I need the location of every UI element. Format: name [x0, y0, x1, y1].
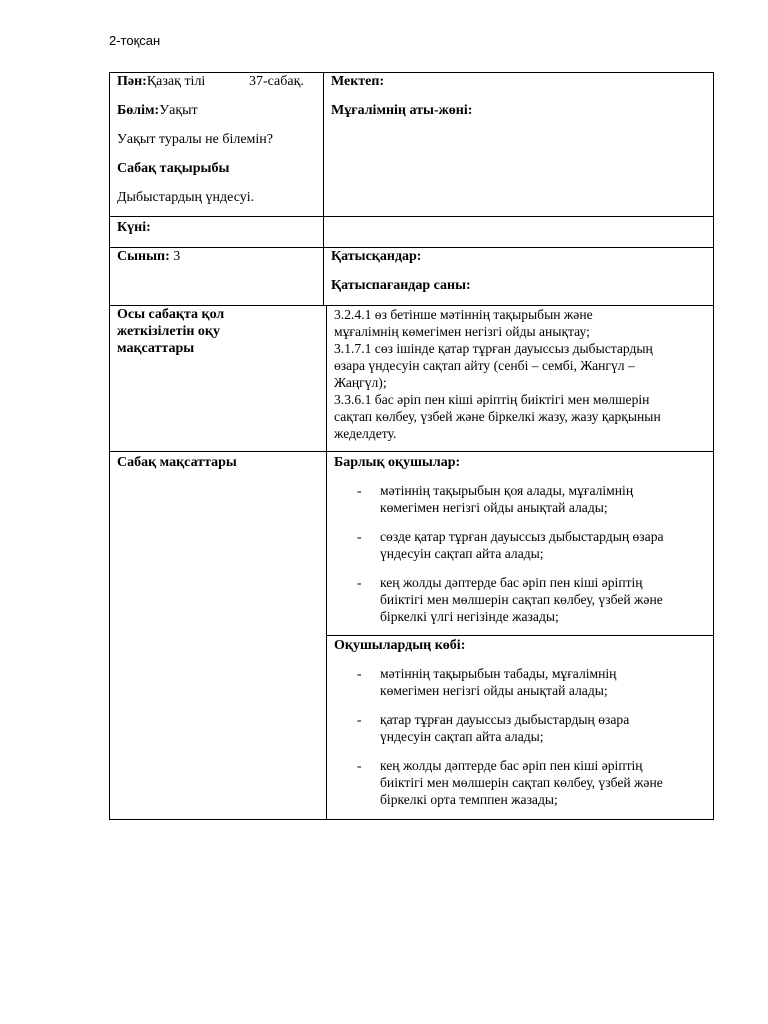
topic-value: Дыбыстардың үндесуі.: [117, 190, 255, 205]
objective-line: 3.1.7.1 сөз ішінде қатар тұрған дауыссыз дыбыстардың: [334, 341, 653, 356]
all-students-item-text: [380, 528, 664, 562]
row-divider: [109, 216, 714, 217]
objective-line: мұғалімнің көмегімен негізгі ойды анықтау;: [334, 324, 590, 339]
class-row: [117, 248, 180, 265]
school-label: Мектеп:: [331, 74, 385, 89]
column-divider: [326, 305, 327, 820]
objectives-label: [117, 306, 224, 357]
objectives-label-line: Осы сабақта қол: [117, 307, 225, 322]
table-border-left: [109, 72, 110, 820]
item-line: биіктігі мен мөлшерін сақтап көлбеу, үзбей және: [380, 775, 663, 790]
row-divider: [109, 451, 714, 452]
list-dash: -: [357, 483, 362, 498]
item-line: мәтіннің тақырыбын қоя алады, мұғалімнің: [380, 483, 634, 498]
present-label: Қатысқандар:: [331, 249, 422, 264]
row-divider: [326, 635, 714, 636]
list-dash: -: [357, 575, 362, 590]
quarter-header: 2-тоқсан: [109, 33, 161, 48]
objective-line: сақтап көлбеу, үзбей және біркелкі жазу, жазу қарқынын: [334, 409, 661, 424]
lesson-number: 37-сабақ.: [249, 74, 304, 89]
objective-line: 3.3.6.1 бас әріп пен кіші әріптің биіктігі мен мөлшерін: [334, 392, 650, 407]
absent-label: Қатыспағандар саны:: [331, 278, 471, 293]
subject-value: Қазақ тілі: [146, 74, 206, 89]
most-students-item-text: [380, 665, 616, 699]
column-divider: [323, 72, 324, 306]
item-line: биіктігі мен мөлшерін сақтап көлбеу, үзбей және: [380, 592, 663, 607]
subject-label: Пән:: [117, 74, 147, 89]
date-label: Күні:: [117, 220, 151, 235]
objectives-label-line: жеткізілетін оқу: [117, 324, 220, 339]
item-line: біркелкі үлгі негізінде жазады;: [380, 609, 559, 624]
list-dash: -: [357, 529, 362, 544]
item-line: кең жолды дәптерде бас әріп пен кіші әріптің: [380, 758, 643, 773]
item-line: кең жолды дәптерде бас әріп пен кіші әріптің: [380, 575, 643, 590]
section-label: Бөлім:: [117, 103, 160, 118]
item-line: үндесуін сақтап айта алады;: [380, 729, 544, 744]
item-line: біркелкі орта темппен жазады;: [380, 792, 558, 807]
item-line: қатар тұрған дауыссыз дыбыстардың өзара: [380, 712, 630, 727]
lesson-goals-label: Сабақ мақсаттары: [117, 455, 237, 470]
section-value: Уақыт: [159, 103, 198, 118]
subject-row: [117, 73, 205, 90]
table-border-bottom: [109, 819, 714, 820]
lesson-question: Уақыт туралы не білемін?: [117, 132, 273, 147]
objective-line: 3.2.4.1 өз бетінше мәтіннің тақырыбын және: [334, 307, 593, 322]
class-label: Сынып:: [117, 249, 170, 264]
item-line: көмегімен негізгі ойды анықтай алады;: [380, 683, 608, 698]
item-line: сөзде қатар тұрған дауыссыз дыбыстардың өзара: [380, 529, 664, 544]
all-students-item-text: [380, 482, 633, 516]
list-dash: -: [357, 666, 362, 681]
objectives-label-line: мақсаттары: [117, 341, 195, 356]
item-line: көмегімен негізгі ойды анықтай алады;: [380, 500, 608, 515]
learning-objectives: [334, 306, 661, 442]
class-value: 3: [173, 249, 181, 264]
list-dash: -: [357, 758, 362, 773]
most-students-item-text: [380, 757, 663, 808]
section-row: [117, 102, 198, 119]
list-dash: -: [357, 712, 362, 727]
objective-line: жеделдету.: [334, 426, 397, 441]
all-students-label: Барлық оқушылар:: [334, 455, 461, 470]
teacher-label: Мұғалімнің аты-жөні:: [331, 103, 473, 118]
objective-line: өзара үндесуін сақтап айту (сенбі – сембі, Жангүл –: [334, 358, 635, 373]
item-line: үндесуін сақтап айта алады;: [380, 546, 544, 561]
all-students-item-text: [380, 574, 663, 625]
table-border-right: [713, 72, 714, 820]
objective-line: Жаңгүл);: [334, 375, 387, 390]
most-students-label: Оқушылардың көбі:: [334, 638, 466, 653]
item-line: мәтіннің тақырыбын табады, мұғалімнің: [380, 666, 617, 681]
most-students-item-text: [380, 711, 629, 745]
topic-label: Сабақ тақырыбы: [117, 161, 230, 176]
